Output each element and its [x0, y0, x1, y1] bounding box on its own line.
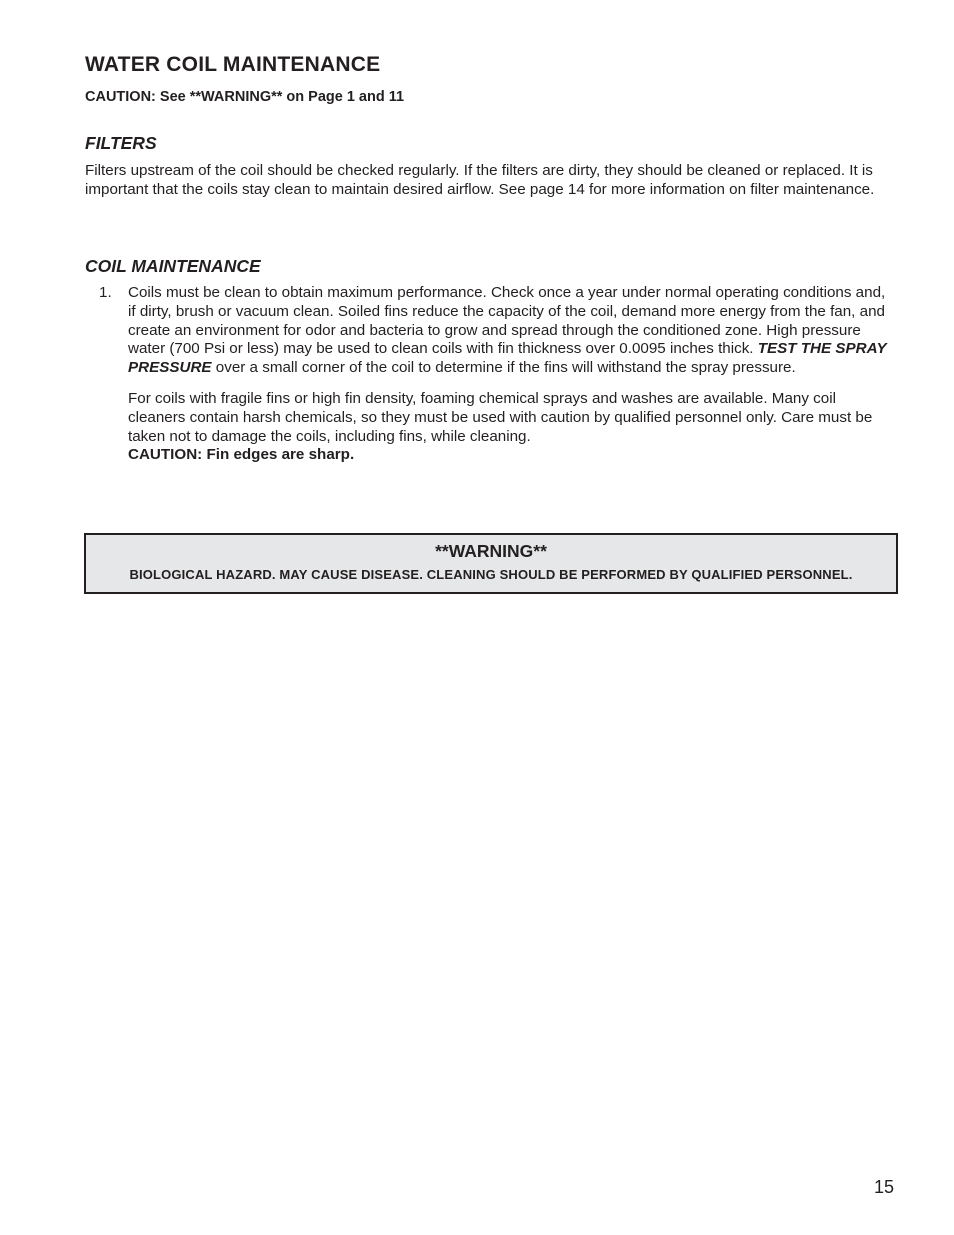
- coil-paragraph-1: [128, 284, 897, 378]
- fin-caution: CAUTION: Fin edges are sharp.: [128, 446, 355, 464]
- coil-maintenance-list: [99, 284, 897, 465]
- page-number: 15: [874, 1177, 895, 1197]
- coil-text-after: over a small corner of the coil to determine if the fins will withstand the spray pressure.: [215, 359, 796, 377]
- list-item-number: 1.: [99, 284, 112, 301]
- list-item-body: [128, 284, 897, 465]
- page-title: WATER COIL MAINTENANCE: [85, 53, 381, 76]
- filters-heading: FILTERS: [85, 133, 157, 153]
- coil-paragraph-2: [128, 390, 897, 465]
- spray-pressure-emphasis: TEST THE SPRAY PRESSURE: [128, 340, 887, 377]
- warning-title: **WARNING**: [435, 541, 547, 561]
- filters-paragraph: Filters upstream of the coil should be checked regularly. If the filters are dirty, they should be cleaned or replaced. It is important that the coils stay clean to maintain desired airflow. See page 14 for more information on filter maintenance.: [85, 162, 875, 198]
- coil-paragraph-2-text: For coils with fragile fins or high fin density, foaming chemical sprays and washes are available. Many coil cleaners contain harsh chemicals, so they must be used with caution by qualified personnel only. Care must be taken not to damage the coils, including fins, while cleaning.: [128, 389, 873, 445]
- coil-maintenance-heading: COIL MAINTENANCE: [85, 256, 261, 276]
- warning-box: [84, 533, 898, 594]
- list-item: [99, 284, 897, 465]
- coil-text-before: Coils must be clean to obtain maximum performance. Check once a year under normal operating conditions and, if dirty, brush or vacuum clean. Soiled fins reduce the capacity of the coil, demand more energy from the fan, and create an environment for odor and bacteria to grow and spread through the conditioned zone. High pressure water (700 Psi or less) may be used to clean coils with fin thickness over 0.0095 inches thick.: [128, 284, 886, 358]
- warning-text: BIOLOGICAL HAZARD. MAY CAUSE DISEASE. CLEANING SHOULD BE PERFORMED BY QUALIFIED PERSONNEL.: [129, 567, 853, 582]
- caution-note: CAUTION: See **WARNING** on Page 1 and 11: [85, 89, 405, 105]
